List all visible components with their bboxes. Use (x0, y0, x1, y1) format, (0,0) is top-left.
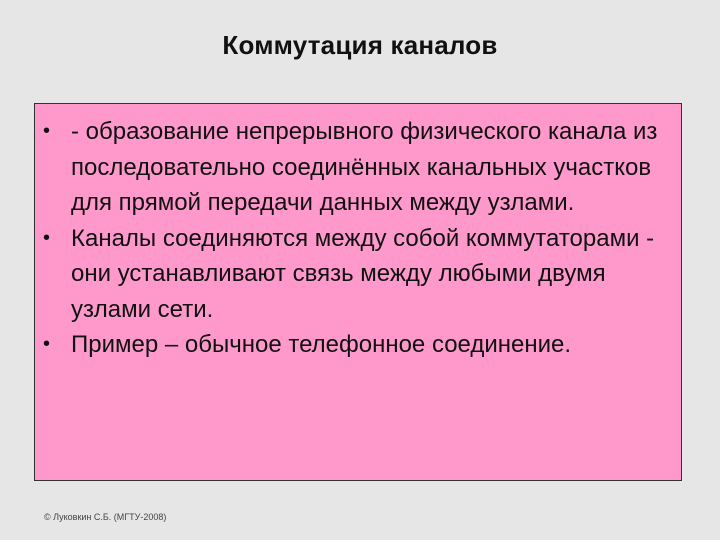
bullet-item (35, 114, 681, 221)
bullet-text: Пример – обычное телефонное соединение. (71, 331, 572, 358)
bullet-text: - образование непрерывного физического канала из последовательно соединённых канальных участков для прямой передачи данных между узлами. (71, 118, 658, 216)
content-box (34, 103, 682, 481)
bullet-icon: • (43, 226, 51, 249)
bullet-item (35, 221, 681, 328)
bullet-text: Каналы соединяются между собой коммутаторами - они устанавливают связь между любыми двумя узлами сети. (71, 224, 655, 323)
footer-copyright: © Луковкин С.Б. (МГТУ-2008) (44, 512, 167, 522)
bullet-item (35, 327, 681, 363)
bullet-list (35, 114, 681, 363)
bullet-icon: • (43, 333, 51, 355)
slide-title: Коммутация каналов (222, 30, 498, 60)
bullet-icon: • (43, 120, 51, 142)
